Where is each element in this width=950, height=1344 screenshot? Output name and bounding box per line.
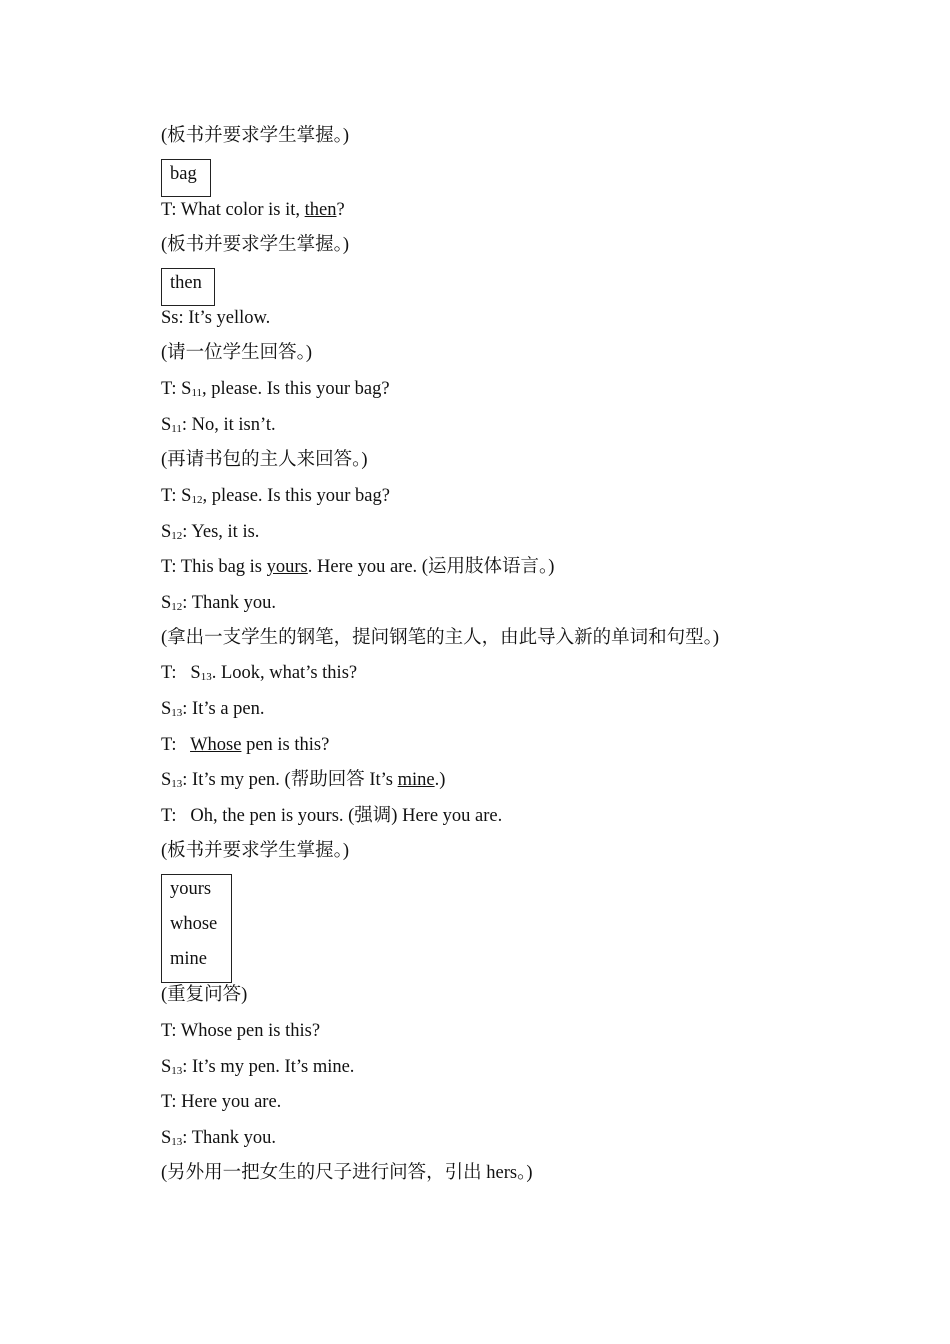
vocab-box-then xyxy=(161,268,215,306)
dialogue-line: $S_{13}$: It’s my pen. (帮助回答 It’s mine.) xyxy=(161,770,446,790)
dialogue-line: T: This bag is yours. Here you are. (运用肢体语言。) xyxy=(161,557,555,577)
note-line: (另外用一把女生的尺子进行问答，引出 hers。) xyxy=(161,1163,533,1183)
dialogue-line: T: $S_{12}$, please. Is this your bag? xyxy=(161,486,390,506)
dialogue-line: T: Whose pen is this? xyxy=(161,1021,321,1041)
vocab-word: bag xyxy=(170,164,197,184)
note-line: (重复问答) xyxy=(161,985,248,1005)
note-line: (板书并要求学生掌握。) xyxy=(161,841,350,861)
note-line: (拿出一支学生的钢笔，提问钢笔的主人，由此导入新的单词和句型。) xyxy=(161,628,720,648)
note-line: (再请书包的主人来回答。) xyxy=(161,450,368,470)
dialogue-line: Ss: It’s yellow. xyxy=(161,308,271,328)
dialogue-line: T: Here you are. xyxy=(161,1092,282,1112)
vocab-box-bag xyxy=(161,159,211,197)
vocab-word: mine xyxy=(170,949,207,969)
dialogue-line: $S_{13}$: It’s a pen. xyxy=(161,699,265,719)
vocab-word: yours xyxy=(170,879,212,899)
vocab-word: then xyxy=(170,273,202,293)
note-line: (请一位学生回答。) xyxy=(161,343,313,363)
dialogue-line: T: $S_{11}$, please. Is this your bag? xyxy=(161,379,390,399)
note-line: (板书并要求学生掌握。) xyxy=(161,235,350,255)
dialogue-line: $S_{13}$: It’s my pen. It’s mine. xyxy=(161,1057,355,1077)
dialogue-line: T: Whose pen is this? xyxy=(161,735,330,755)
note-line: (板书并要求学生掌握。) xyxy=(161,126,350,146)
dialogue-line: T: What color is it, then? xyxy=(161,200,345,220)
dialogue-line: $S_{12}$: Thank you. xyxy=(161,593,276,613)
dialogue-line: $S_{11}$: No, it isn’t. xyxy=(161,415,276,435)
vocab-box-pronouns xyxy=(161,874,232,983)
dialogue-line: $S_{12}$: Yes, it is. xyxy=(161,522,260,542)
dialogue-line: T: $S_{13}$. Look, what’s this? xyxy=(161,663,358,683)
dialogue-line: $S_{13}$: Thank you. xyxy=(161,1128,276,1148)
dialogue-line: T: Oh, the pen is yours. (强调) Here you are. xyxy=(161,806,503,826)
vocab-word: whose xyxy=(170,914,218,934)
